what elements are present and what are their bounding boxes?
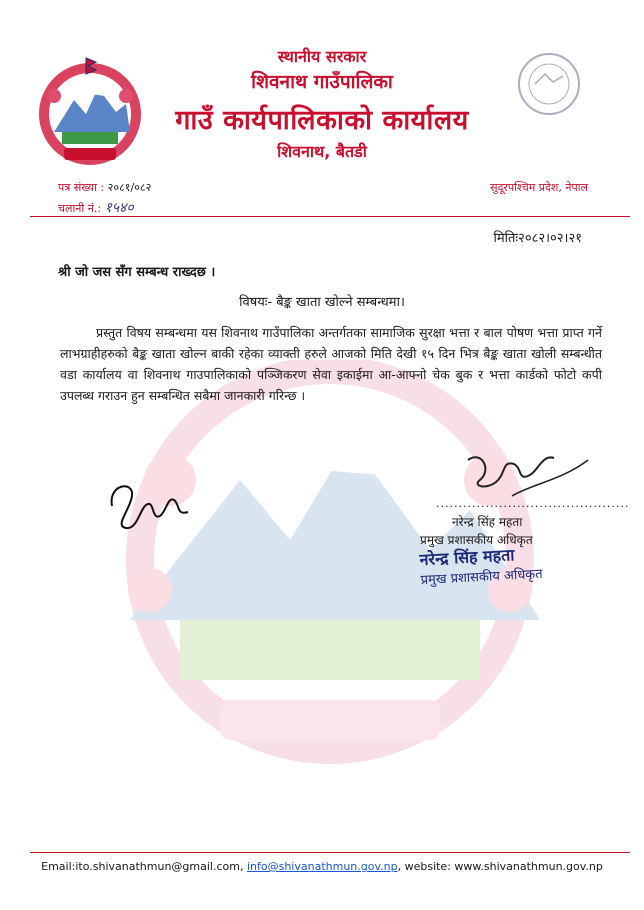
rubber-seal-icon: [505, 48, 593, 120]
signatory-name: नरेन्द्र सिंह महता: [452, 515, 523, 529]
footer-divider: [30, 852, 630, 853]
stamp-title: प्रमुख प्रशासकीय अधिकृत: [420, 566, 544, 589]
office-title: गाउँ कार्यपालिकाको कार्यालय: [175, 105, 469, 136]
reference-value: २०८१/०८२: [107, 181, 152, 194]
name-stamp: [419, 542, 543, 588]
office-location: शिवनाथ, बैतडी: [277, 142, 367, 161]
signature-line: ...........................................: [436, 497, 630, 510]
municipality-name: शिवनाथ गाउँपालिका: [251, 71, 393, 93]
footer-email-link[interactable]: info@shivanathmun.gov.np: [246, 860, 398, 873]
header-divider: [30, 216, 630, 217]
stamp-name: नरेन्द्र सिंह महता: [419, 545, 515, 570]
dispatch-number: [58, 198, 134, 217]
footer-contact: [0, 860, 644, 873]
letter-body: प्रस्तुत विषय सम्बन्धमा यस शिवनाथ गाउँपालिका अन्तर्गतका सामाजिक सुरक्षा भत्ता र बाल पोषण भत्ता प्राप्त गर्ने लाभग्राहीहरुको बैङ्क खाता खोल्न बाकी रहेका व्याक्ती हरुले आजको मिति देखी १५ दिन भित्र बैङ्क खाता खोली सम्बन्धीत वडा कार्यालय वा शिवनाथ गाउपालिकाको पञ्जिकरण सेवा इकाईमा आ-आफ्नो चेक बुक र भत्ता कार्डको फोटो कपी उपलब्ध गराउन हुन सम्बन्धित सबैमा जानकारी गरिन्छ ।: [60, 325, 602, 403]
province-label: सुदूरपश्चिम प्रदेश, नेपाल: [490, 181, 588, 194]
reference-number: [58, 180, 151, 195]
handwritten-signature-left: [104, 476, 194, 536]
footer-email: Email:ito.shivanathmun@gmail.com,: [41, 860, 244, 873]
letter-subject: विषयः- बैङ्क खाता खोल्ने सम्बन्धमा।: [239, 295, 405, 310]
local-government-label: स्थानीय सरकार: [277, 47, 367, 66]
dispatch-value: १५४०: [104, 200, 134, 216]
letter-recipient: श्री जो जस सँग सम्बन्ध राख्दछ ।: [58, 265, 216, 280]
reference-label: पत्र संख्या :: [58, 181, 105, 194]
dispatch-label: चलानी नं.:: [58, 202, 102, 215]
footer-website: , website: www.shivanathmun.gov.np: [397, 860, 603, 873]
letter-date: मितिः२०८२।०२।२१: [493, 231, 582, 246]
signatory-title: प्रमुख प्रशासकीय अधिकृत: [420, 533, 533, 547]
